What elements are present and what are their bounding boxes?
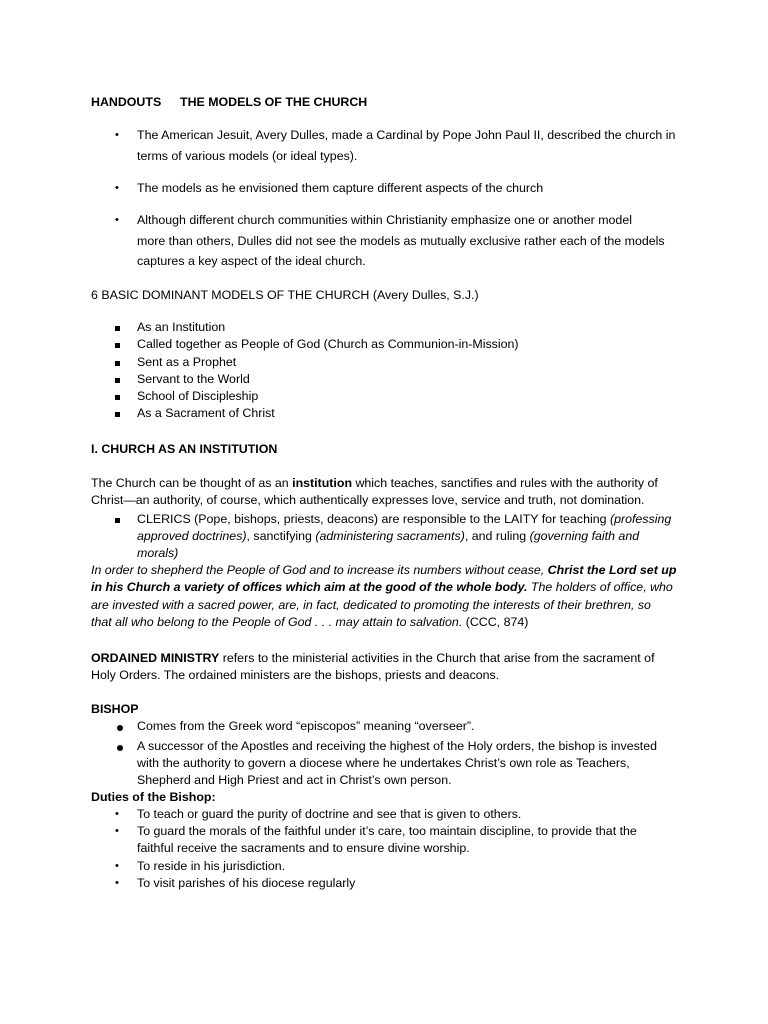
clerics-line-2: approved doctrines), sanctifying (administering sacraments), and ruling (governing faith and — [137, 529, 640, 543]
duties-heading: Duties of the Bishop: — [91, 790, 216, 804]
section-heading: I. CHURCH AS AN INSTITUTION — [91, 442, 278, 456]
quote-line-2: in his Church a variety of offices which aim at the good of the whole body. The holders of office, who — [91, 580, 673, 594]
duty-2-line-2: faithful receive the sacraments and to ensure divine worship. — [137, 841, 470, 855]
model-item: As a Sacrament of Christ — [137, 406, 275, 420]
square-bullet-icon — [115, 326, 120, 331]
ordained-ministry-line-1: ORDAINED MINISTRY refers to the ministerial activities in the Church that arise from the sacrament of — [91, 651, 655, 665]
square-bullet-icon — [115, 412, 120, 417]
bullet-icon — [117, 725, 123, 731]
square-bullet-icon — [115, 518, 120, 523]
intro-2-line-1: The models as he envisioned them capture different aspects of the church — [137, 181, 544, 195]
intro-1-line-1: The American Jesuit, Avery Dulles, made a Cardinal by Pope John Paul II, described the church in — [137, 128, 676, 142]
quote-line-3: are invested with a sacred power, are, in fact, dedicated to promoting the interests of their brethren, so — [91, 598, 651, 612]
square-bullet-icon — [115, 378, 120, 383]
square-bullet-icon — [115, 343, 120, 348]
duty-4: To visit parishes of his diocese regularly — [137, 876, 356, 890]
duty-3: To reside in his jurisdiction. — [137, 859, 286, 873]
institution-paragraph-line-1: The Church can be thought of as an institution which teaches, sanctifies and rules with the authority of — [91, 476, 658, 490]
clerics-line-3: morals) — [137, 546, 179, 560]
duty-2-line-1: To guard the morals of the faithful under it’s care, too maintain discipline, to provide that the — [137, 824, 637, 838]
model-item: Servant to the World — [137, 372, 250, 386]
bullet-icon: • — [115, 214, 119, 226]
square-bullet-icon — [115, 395, 120, 400]
institution-paragraph-line-2: Christ—an authority, of course, which authentically expresses love, service and truth, not domination. — [91, 493, 645, 507]
square-bullet-icon — [115, 361, 120, 366]
intro-3-line-2: more than others, Dulles did not see the models as mutually exclusive rather each of the models — [137, 234, 665, 248]
ordained-ministry-line-2: Holy Orders. The ordained ministers are the bishops, priests and deacons. — [91, 668, 500, 682]
quote-line-4: that all who belong to the People of God . . . may attain to salvation. (CCC, 874) — [91, 615, 529, 629]
bullet-icon — [117, 745, 123, 751]
intro-3-line-3: captures a key aspect of the ideal church. — [137, 254, 366, 268]
duty-1: To teach or guard the purity of doctrine and see that is given to others. — [137, 807, 522, 821]
bishop-bullet-2-line-1: A successor of the Apostles and receiving the highest of the Holy orders, the bishop is invested — [137, 739, 658, 753]
bullet-icon: • — [115, 825, 119, 837]
handouts-label: HANDOUTS — [91, 95, 162, 109]
model-item: Sent as a Prophet — [137, 355, 237, 369]
bishop-bullet-1: Comes from the Greek word “episcopos” meaning “overseer”. — [137, 719, 475, 733]
bullet-icon: • — [115, 808, 119, 820]
bullet-icon: • — [115, 877, 119, 889]
model-item: As an Institution — [137, 320, 226, 334]
intro-1-line-2: terms of various models (or ideal types). — [137, 149, 358, 163]
bishop-bullet-2-line-2: with the authority to govern a diocese where he undertakes Christ’s own role as Teachers, — [137, 756, 630, 770]
model-item: School of Discipleship — [137, 389, 259, 403]
intro-3-line-1: Although different church communities within Christianity emphasize one or another model — [137, 213, 632, 227]
bishop-bullet-2-line-3: Shepherd and High Priest and act in Christ’s own person. — [137, 773, 452, 787]
models-heading: 6 BASIC DOMINANT MODELS OF THE CHURCH (Avery Dulles, S.J.) — [91, 288, 479, 302]
model-item: Called together as People of God (Church as Communion-in-Mission) — [137, 337, 519, 351]
clerics-line-1: CLERICS (Pope, bishops, priests, deacons) are responsible to the LAITY for teaching (professing — [137, 512, 672, 526]
page-title: THE MODELS OF THE CHURCH — [180, 95, 368, 109]
bishop-heading: BISHOP — [91, 702, 139, 716]
bullet-icon: • — [115, 860, 119, 872]
bullet-icon: • — [115, 182, 119, 194]
bullet-icon: • — [115, 129, 119, 141]
quote-line-1: In order to shepherd the People of God and to increase its numbers without cease, Christ the Lord set up — [91, 563, 677, 577]
